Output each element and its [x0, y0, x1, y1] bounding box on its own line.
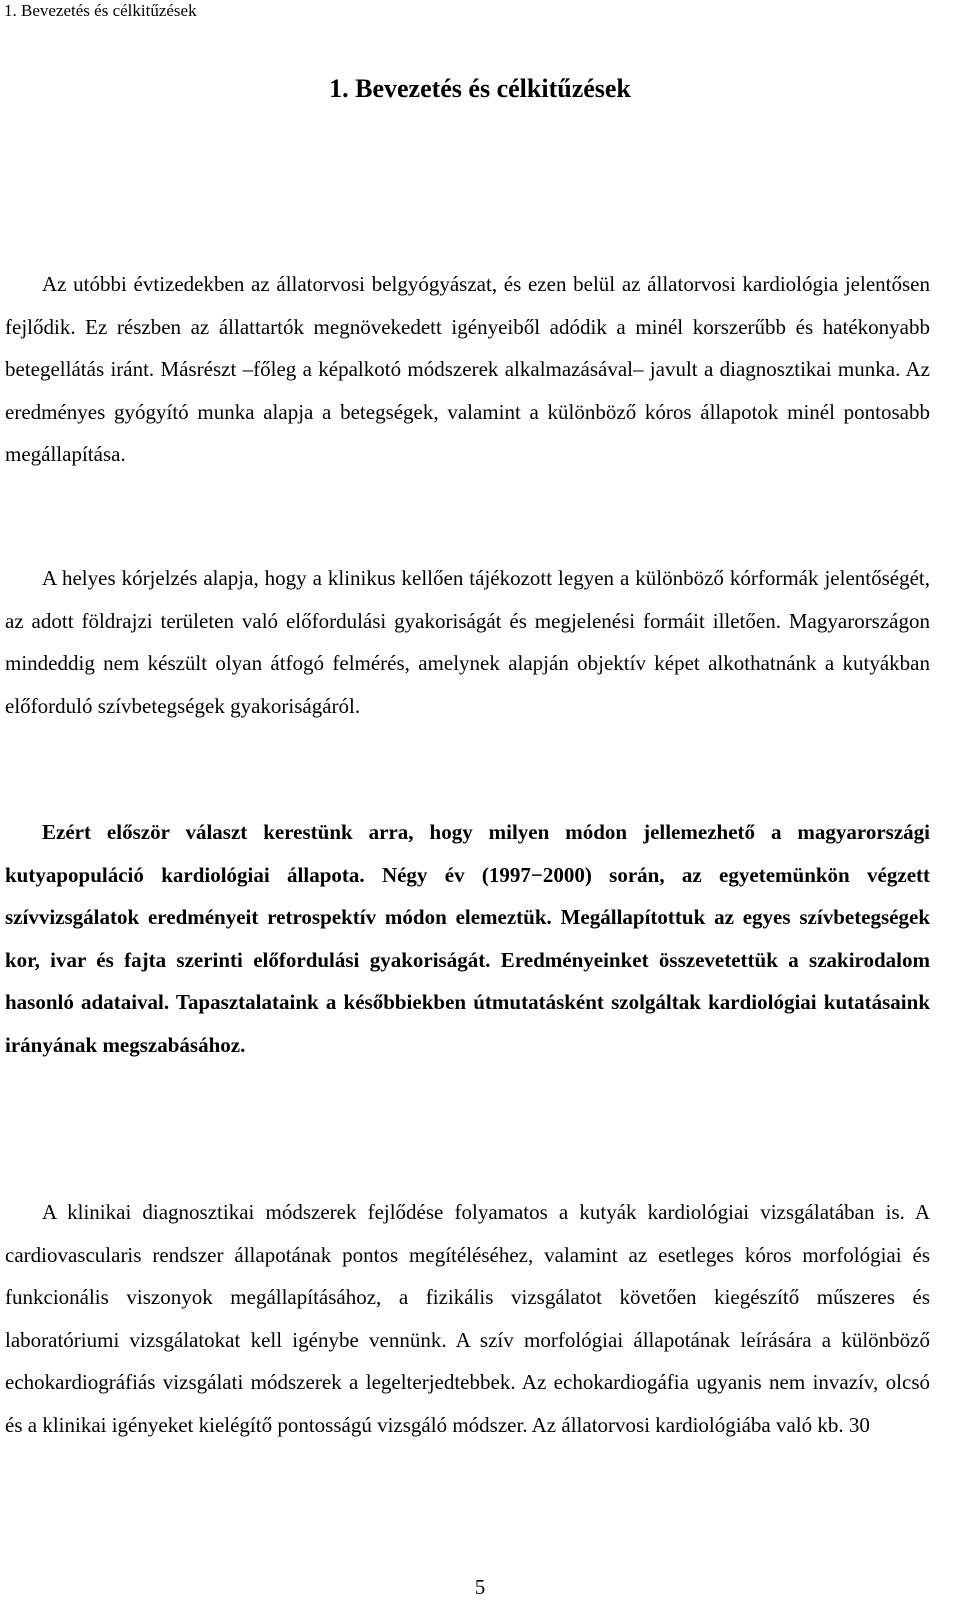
chapter-title: 1. Bevezetés és célkitűzések — [329, 74, 631, 103]
running-header: 1. Bevezetés és célkitűzések — [4, 1, 197, 20]
paragraph-aims: Ezért először választ kerestünk arra, hogy milyen módon jellemezhető a magyarországi kutyapopuláció kardiológiai állapota. Négy év (1997−2000) során, az egyetemünkön végzett szívvizsgálatok eredményeit retrospektív módon elemeztük. Megállapítottuk az egyes szívbetegségek kor, ivar és fajta szerinti előfordulási gyakoriságát. Eredményeinket összevetettük a szakirodalom hasonló adataival. Tapasztalataink a későbbiekben útmutatásként szolgáltak kardiológiai kutatásaink irányának megszabásához. — [5, 820, 930, 1057]
paragraph-intro: Az utóbbi évtizedekben az állatorvosi belgyógyászat, és ezen belül az állatorvosi kardiológia jelentősen fejlődik. Ez részben az állattartók megnövekedett igényeiből adódik a minél korszerűbb és hatékonyabb betegellátás iránt. Másrészt –főleg a képalkotó módszerek alkalmazásával– javult a diagnosztikai munka. Az eredményes gyógyító munka alapja a betegségek, valamint a különböző kóros állapotok minél pontosabb megállapítása. — [5, 272, 930, 467]
paragraph-methods: A klinikai diagnosztikai módszerek fejlődése folyamatos a kutyák kardiológiai vizsgálatában is. A cardiovascularis rendszer állapotának pontos megítéléséhez, valamint az esetleges kóros morfológiai és funkcionális viszonyok megállapításához, a fizikális vizsgálatot követően kiegészítő műszeres és laboratóriumi vizsgálatokat kell igénybe vennünk. A szív morfológiai állapotának leírására a különböző echokardiográfiás vizsgálati módszerek a legelterjedtebbek. Az echokardiogáfia ugyanis nem invazív, olcsó és a klinikai igényeket kielégítő pontosságú vizsgáló módszer. Az állatorvosi kardiológiába való kb. 30 — [5, 1200, 930, 1437]
paragraph-diagnosis: A helyes kórjelzés alapja, hogy a klinikus kellően tájékozott legyen a különböző kórformák jelentőségét, az adott földrajzi területen való előfordulási gyakoriságát és megjelenési formáit illetően. Magyarországon mindeddig nem készült olyan átfogó felmérés, amelynek alapján objektív képet alkothatnánk a kutyákban előforduló szívbetegségek gyakoriságáról. — [5, 566, 930, 718]
page-number: 5 — [474, 1575, 486, 1599]
